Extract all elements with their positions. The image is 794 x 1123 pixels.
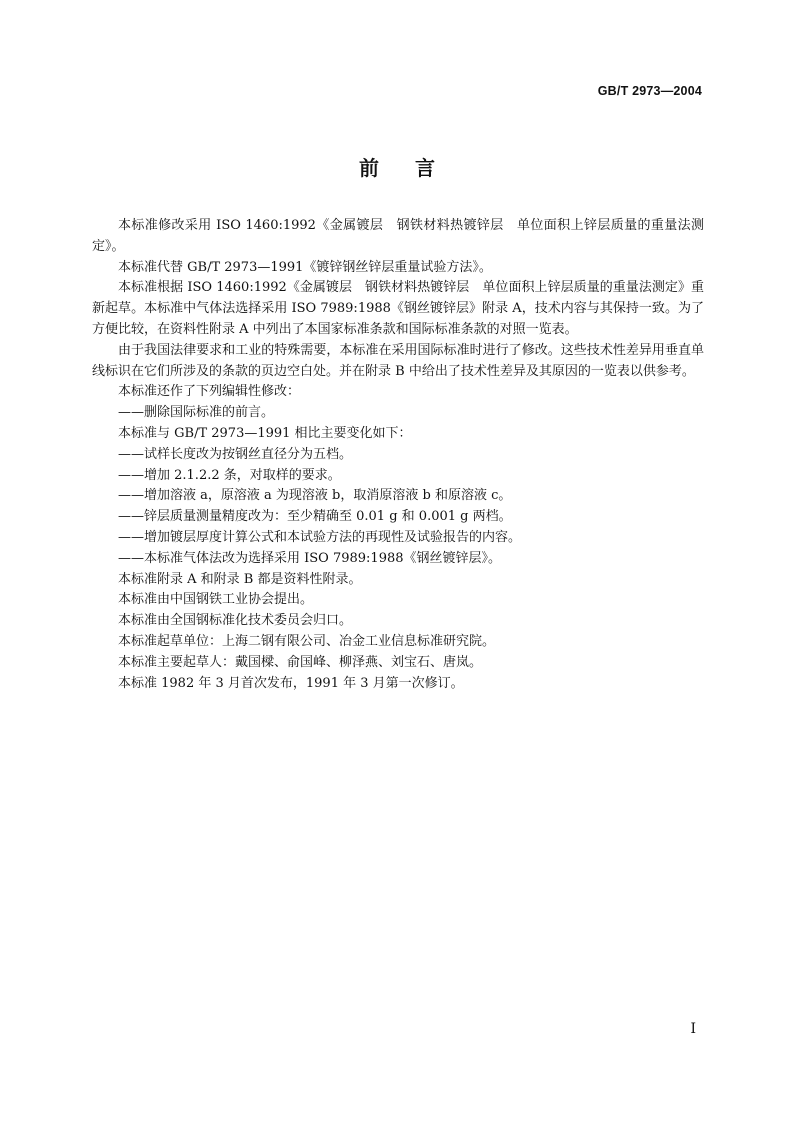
paragraph: 本标准 1982 年 3 月首次发布，1991 年 3 月第一次修订。: [118, 675, 464, 691]
paragraph: 本标准主要起草人：戴国樑、俞国峰、柳泽燕、刘宝石、唐岚。: [118, 654, 483, 670]
paragraph: 本标准由中国钢铁工业协会提出。: [118, 592, 314, 608]
list-item: ——试样长度改为按钢丝直径分为五档。: [118, 446, 353, 462]
list-item: ——锌层质量测量精度改为：至少精确至 0.01 g 和 0.001 g 两档。: [118, 509, 512, 525]
foreword-body: [92, 216, 704, 694]
paragraph: 本标准起草单位：上海二钢有限公司、冶金工业信息标准研究院。: [118, 633, 496, 649]
list-item: ——增加 2.1.2.2 条，对取样的要求。: [118, 467, 341, 483]
list-item: ——增加镀层厚度计算公式和本试验方法的再现性及试验报告的内容。: [118, 529, 522, 545]
paragraph: 本标准代替 GB/T 2973—1991《镀锌钢丝锌层重量试验方法》。: [118, 259, 492, 275]
list-item: ——删除国际标准的前言。: [118, 405, 275, 421]
paragraph: 本标准附录 A 和附录 B 都是资料性附录。: [118, 571, 362, 587]
paragraph: 本标准根据 ISO 1460:1992《金属镀层 钢铁材料热镀锌层 单位面积上锌层质量的重量法测定》重新起草。本标准中气体法选择采用 ISO 7989:1988《钢丝镀锌层》附录 A，技术内容与其保持一致。为了方便比较，在资料性附录 A 中列出了本国家标准条款和国际标准条款的对照一览表。: [92, 280, 704, 337]
title-char-2: 言: [415, 156, 435, 180]
paragraph: 本标准修改采用 ISO 1460:1992《金属镀层 钢铁材料热镀锌层 单位面积上锌层质量的重量法测定》。: [92, 218, 704, 254]
list-item: ——本标准气体法改为选择采用 ISO 7989:1988《钢丝镀锌层》。: [118, 550, 502, 566]
paragraph: 本标准还作了下列编辑性修改：: [118, 384, 301, 400]
title-char-1: 前: [359, 156, 379, 180]
page-number: I: [690, 1021, 696, 1037]
paragraph: 由于我国法律要求和工业的特殊需要，本标准在采用国际标准时进行了修改。这些技术性差异用垂直单线标识在它们所涉及的条款的页边空白处。并在附录 B 中给出了技术性差异及其原因的一览表以供参考。: [92, 342, 704, 379]
standard-code: GB/T 2973—2004: [597, 84, 702, 98]
list-item: ——增加溶液 a，原溶液 a 为现溶液 b，取消原溶液 b 和原溶液 c。: [118, 488, 512, 504]
paragraph: 本标准由全国钢标准化技术委员会归口。: [118, 613, 353, 629]
paragraph: 本标准与 GB/T 2973—1991 相比主要变化如下：: [118, 425, 412, 441]
page-title: [0, 152, 794, 181]
